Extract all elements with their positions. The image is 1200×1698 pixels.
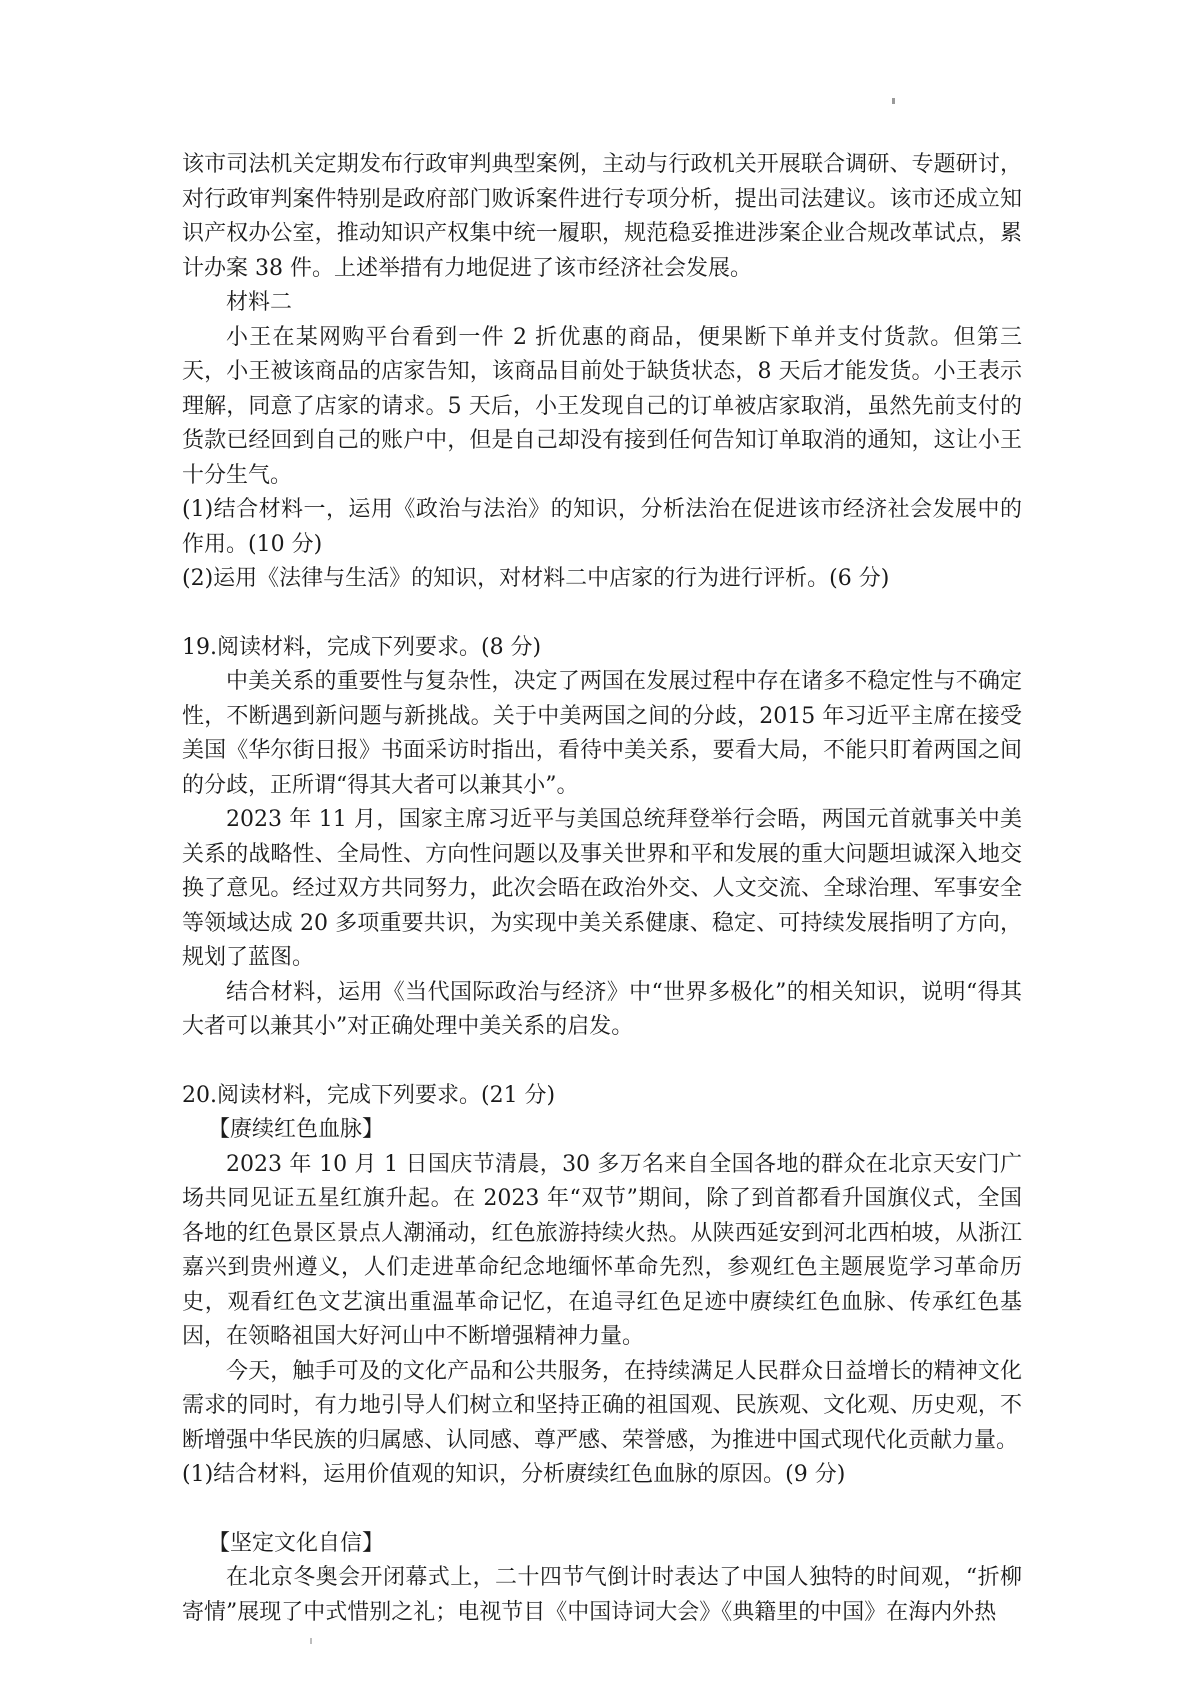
q20-section-1-paragraph-2: 今天，触手可及的文化产品和公共服务，在持续满足人民群众日益增长的精神文化需求的同时，有力地引导人们树立和坚持正确的祖国观、民族观、文化观、历史观，不断增强中华民族的归属感、认同感、尊严感、荣誉感，为推进中国式现代化贡献力量。 [182,1358,1022,1453]
spacer [182,1493,1022,1527]
material-two-text: 小王在某网购平台看到一件 2 折优惠的商品，便果断下单并支付货款。但第三天，小王被该商品的店家告知，该商品目前处于缺货状态，8 天后才能发货。小王表示理解，同意了店家的请求。5 天后，小王发现自己的订单被店家取消，虽然先前支付的货款已经回到自己的账户中，但是自己却没有接到任何告知订单取消的通知，这让小王十分生气。 [182,324,1022,488]
q20-subquestion-1: (1)结合材料，运用价值观的知识，分析赓续红色血脉的原因。(9 分) [182,1462,846,1487]
scan-mark-bottom [310,1638,312,1644]
q20-section-2-title: 【坚定文化自信】 [208,1530,385,1556]
q20-section-1-paragraph-1: 2023 年 10 月 1 日国庆节清晨，30 多万名来自全国各地的群众在北京天安门广场共同见证五星红旗升起。在 2023 年“双节”期间，除了到首都看升国旗仪式，全国各地的红色景区景点人潮涌动，红色旅游持续火热。从陕西延安到河北西柏坡，从浙江嘉兴到贵州遵义，人们走进革命纪念地缅怀革命先烈，参观红色主题展览学习革命历史，观看红色文艺演出重温革命记忆，在追寻红色足迹中赓续红色血脉、传承红色基因，在领略祖国大好河山中不断增强精神力量。 [182,1151,1022,1349]
q19-heading: 19.阅读材料，完成下列要求。(8 分) [182,634,542,660]
q18-subquestion-2: (2)运用《法律与生活》的知识，对材料二中店家的行为进行评析。(6 分) [182,566,890,591]
q19-paragraph-1: 中美关系的重要性与复杂性，决定了两国在发展过程中存在诸多不稳定性与不确定性，不断遇到新问题与新挑战。关于中美两国之间的分歧，2015 年习近平主席在接受美国《华尔街日报》书面采访时指出，看待中美关系，要看大局，不能只盯着两国之间的分歧，正所谓“得其大者可以兼其小”。 [182,669,1022,798]
material-one-tail: 该市司法机关定期发布行政审判典型案例，主动与行政机关开展联合调研、专题研讨，对行政审判案件特别是政府部门败诉案件进行专项分析，提出司法建议。该市还成立知识产权办公室，推动知识产权集中统一履职，规范稳妥推进涉案企业合规改革试点，累计办案 38 件。上述举措有力地促进了该市经济社会发展。 [182,152,1022,281]
q20-section-1-title: 【赓续红色血脉】 [208,1117,385,1142]
q19-paragraph-2: 2023 年 11 月，国家主席习近平与美国总统拜登举行会晤，两国元首就事关中美关系的战略性、全局性、方向性问题以及事关世界和平和发展的重大问题坦诚深入地交换了意见。经过双方共同努力，此次会晤在政治外交、人文交流、全球治理、军事安全等领域达成 20 多项重要共识，为实现中美关系健康、稳定、可持续发展指明了方向，规划了蓝图。 [182,807,1022,970]
spacer [182,597,1022,631]
q19-prompt: 结合材料，运用《当代国际政治与经济》中“世界多极化”的相关知识，说明“得其大者可以兼其小”对正确处理中美关系的启发。 [182,979,1022,1039]
scan-mark-top [892,98,895,104]
q20-heading: 20.阅读材料，完成下列要求。(21 分) [182,1082,556,1108]
material-two-label: 材料二 [226,290,293,315]
q18-subquestion-1: (1)结合材料一，运用《政治与法治》的知识，分析法治在促进该市经济社会发展中的作用。(10 分) [182,497,1022,557]
q20-section-2-paragraph-1: 在北京冬奥会开闭幕式上，二十四节气倒计时表达了中国人独特的时间观，“折柳寄情”展现了中式惜别之礼；电视节目《中国诗词大会》《典籍里的中国》在海内外热 [182,1565,1022,1625]
spacer [182,1045,1022,1079]
exam-content [182,148,1022,1630]
